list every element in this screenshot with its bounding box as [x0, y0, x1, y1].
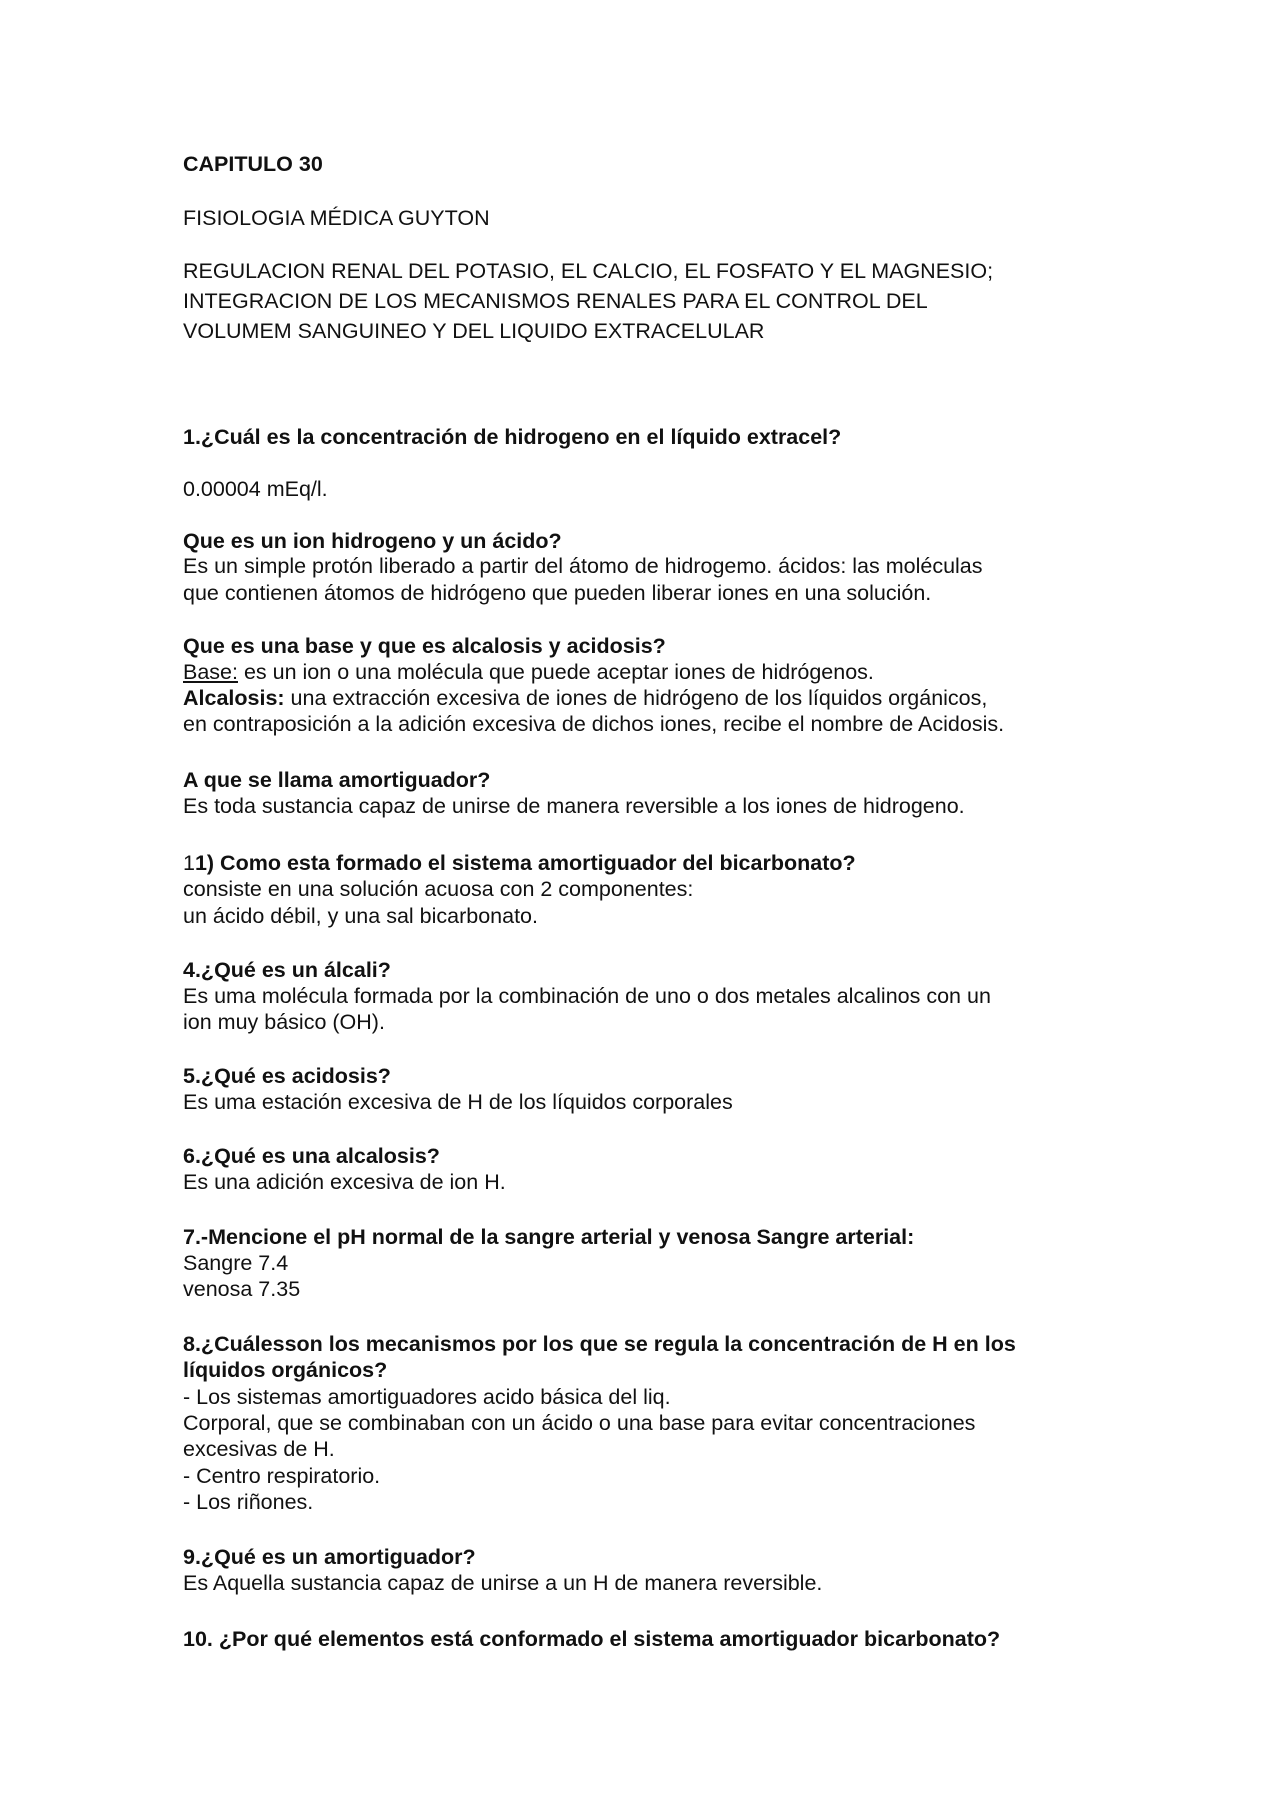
question-6: 6.¿Qué es una alcalosis?: [183, 1144, 440, 1168]
answer-line: un ácido débil, y una sal bicarbonato.: [183, 904, 538, 928]
question-7: 7.-Mencione el pH normal de la sangre arterial y venosa Sangre arterial:: [183, 1225, 915, 1249]
question-8: 8.¿Cuálesson los mecanismos por los que se regula la concentración de H en los: [183, 1332, 1016, 1356]
answer-line: en contraposición a la adición excesiva de dichos iones, recibe el nombre de Acidosis.: [183, 712, 1005, 736]
answer-line: que contienen átomos de hidrógeno que pueden liberar iones en una solución.: [183, 581, 932, 605]
question-base: Que es una base y que es alcalosis y acidosis?: [183, 634, 666, 658]
answer-line: consiste en una solución acuosa con 2 componentes:: [183, 877, 694, 901]
answer-line: - Centro respiratorio.: [183, 1464, 381, 1488]
question-4: 4.¿Qué es un álcali?: [183, 958, 391, 982]
alcalosis-term: Alcalosis:: [183, 686, 285, 710]
question-5: 5.¿Qué es acidosis?: [183, 1064, 391, 1088]
question-11-prefix: 1: [183, 851, 195, 875]
answer-line: Es uma molécula formada por la combinación de uno o dos metales alcalinos con un: [183, 984, 991, 1008]
title-line: VOLUMEM SANGUINEO Y DEL LIQUIDO EXTRACELULAR: [183, 319, 765, 343]
answer-line: Corporal, que se combinaban con un ácido o una base para evitar concentraciones: [183, 1411, 976, 1435]
base-term: Base:: [183, 660, 238, 684]
question-ion: Que es un ion hidrogeno y un ácido?: [183, 529, 562, 553]
question-10: 10. ¿Por qué elementos está conformado el sistema amortiguador bicarbonato?: [183, 1627, 1001, 1651]
answer-line: venosa 7.35: [183, 1277, 301, 1301]
chapter-heading: CAPITULO 30: [183, 152, 323, 176]
title-line: INTEGRACION DE LOS MECANISMOS RENALES PARA EL CONTROL DEL: [183, 289, 928, 313]
answer-1: 0.00004 mEq/l.: [183, 477, 328, 501]
answer-line: Es un simple protón liberado a partir del átomo de hidrogemo. ácidos: las moléculas: [183, 554, 983, 578]
answer-line: Sangre 7.4: [183, 1251, 289, 1275]
question-1: 1.¿Cuál es la concentración de hidrogeno en el líquido extracel?: [183, 425, 842, 449]
answer-line: - Los sistemas amortiguadores acido básica del liq.: [183, 1385, 671, 1409]
question-8: líquidos orgánicos?: [183, 1358, 388, 1382]
answer-base: [183, 659, 874, 685]
answer-6: Es una adición excesiva de ion H.: [183, 1170, 506, 1194]
question-9: 9.¿Qué es un amortiguador?: [183, 1545, 476, 1569]
answer-alcalosis: [183, 685, 987, 711]
answer-line: - Los riñones.: [183, 1490, 314, 1514]
base-definition: es un ion o una molécula que puede aceptar iones de hidrógenos.: [237, 660, 874, 684]
answer-line: excesivas de H.: [183, 1437, 335, 1461]
answer-9: Es Aquella sustancia capaz de unirse a un H de manera reversible.: [183, 1571, 823, 1595]
answer-line: ion muy básico (OH).: [183, 1010, 385, 1034]
alcalosis-definition: una extracción excesiva de iones de hidrógeno de los líquidos orgánicos,: [284, 686, 988, 710]
question-11: [183, 850, 856, 876]
question-amortiguador: A que se llama amortiguador?: [183, 768, 491, 792]
title-line: REGULACION RENAL DEL POTASIO, EL CALCIO, EL FOSFATO Y EL MAGNESIO;: [183, 259, 994, 283]
answer-5: Es uma estación excesiva de H de los líquidos corporales: [183, 1090, 733, 1114]
answer-amortiguador: Es toda sustancia capaz de unirse de manera reversible a los iones de hidrogeno.: [183, 794, 965, 818]
question-11-text: 1) Como esta formado el sistema amortiguador del bicarbonato?: [194, 851, 856, 875]
book-title: FISIOLOGIA MÉDICA GUYTON: [183, 206, 490, 230]
